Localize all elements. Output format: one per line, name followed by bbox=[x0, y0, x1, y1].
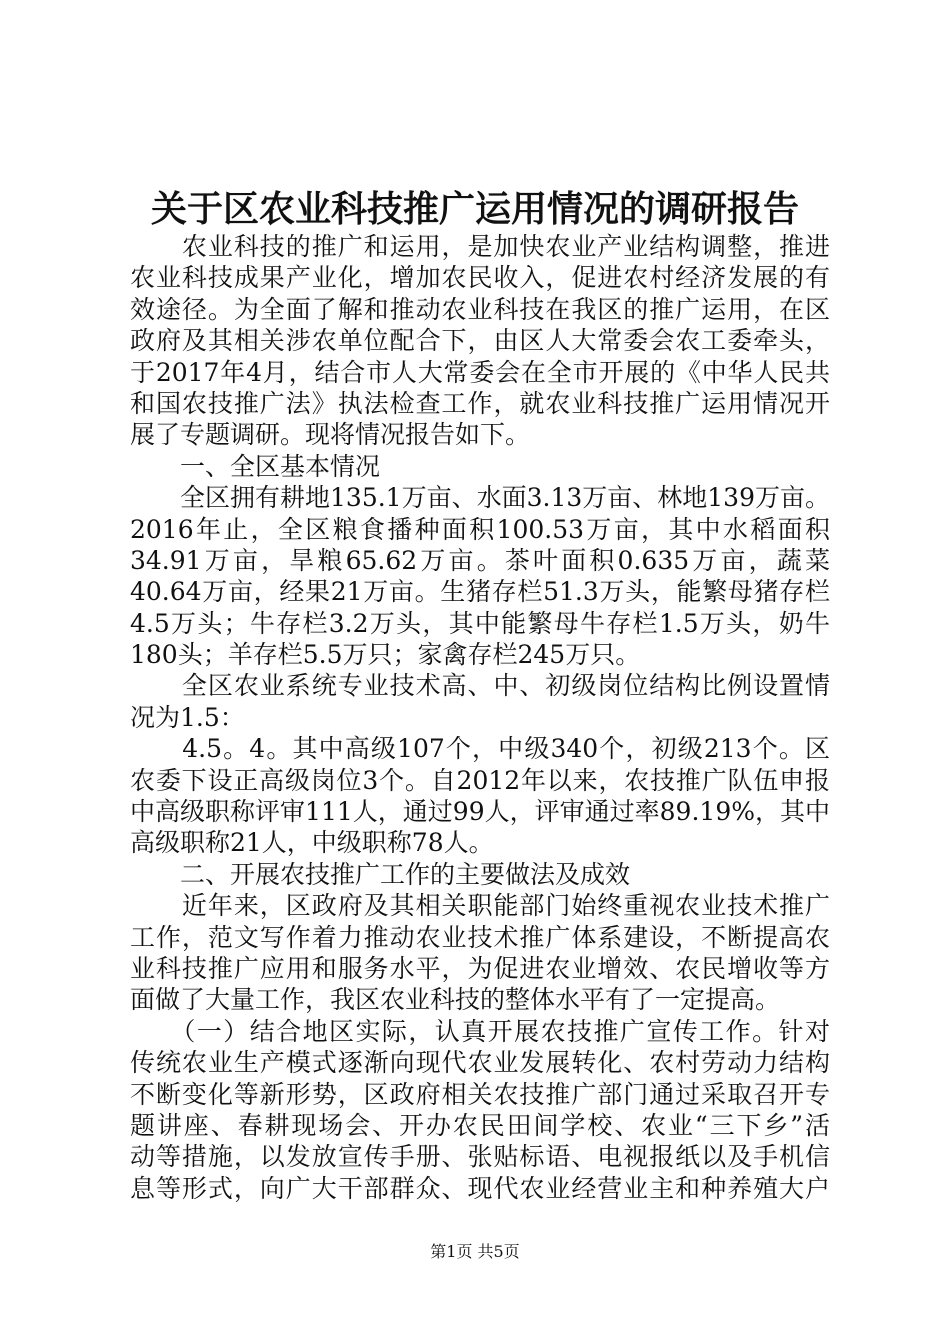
document-body bbox=[130, 231, 830, 1204]
body-line: 近年来，区政府及其相关职能部门始终重视农业技术推广 bbox=[130, 891, 830, 921]
body-line: 4.5。4。其中高级107个，中级340个，初级213个。区 bbox=[130, 734, 830, 764]
body-line: 面做了大量工作，我区农业科技的整体水平有了一定提高。 bbox=[130, 985, 781, 1015]
body-line: 动等措施，以发放宣传手册、张贴标语、电视报纸以及手机信 bbox=[130, 1142, 830, 1172]
body-line: 农业科技成果产业化，增加农民收入，促进农村经济发展的有 bbox=[130, 263, 830, 293]
body-line: 工作，范文写作着力推动农业技术推广体系建设，不断提高农 bbox=[130, 922, 830, 952]
body-line: 效途径。为全面了解和推动农业科技在我区的推广运用，在区 bbox=[130, 294, 830, 324]
body-line: 传统农业生产模式逐渐向现代农业发展转化、农村劳动力结构 bbox=[130, 1048, 830, 1078]
body-line: 展了专题调研。现将情况报告如下。 bbox=[130, 420, 531, 450]
body-line: 题讲座、春耕现场会、开办农民田间学校、农业“三下乡”活 bbox=[130, 1110, 830, 1140]
body-line: 于2017年4月，结合市人大常委会在全市开展的《中华人民共 bbox=[130, 357, 830, 387]
body-line: 一、全区基本情况 bbox=[130, 451, 381, 481]
body-line: 不断变化等新形势，区政府相关农技推广部门通过采取召开专 bbox=[130, 1079, 830, 1109]
body-line: 和国农技推广法》执法检查工作，就农业科技推广运用情况开 bbox=[130, 388, 830, 418]
body-line: 农委下设正高级岗位3个。自2012年以来，农技推广队伍申报 bbox=[130, 765, 830, 795]
page-footer: 第1页 共5页 bbox=[430, 1242, 520, 1261]
body-line: 中高级职称评审111人，通过99人，评审通过率89.19%，其中 bbox=[130, 797, 830, 827]
body-line: 40.64万亩，经果21万亩。生猪存栏51.3万头，能繁母猪存栏 bbox=[130, 577, 830, 607]
body-line: 全区拥有耕地135.1万亩、水面3.13万亩、林地139万亩。 bbox=[130, 483, 830, 513]
body-line: 34.91万亩，旱粮65.62万亩。茶叶面积0.635万亩，蔬菜 bbox=[130, 545, 830, 575]
body-line: 况为1.5： bbox=[130, 702, 245, 732]
body-line: （一）结合地区实际，认真开展农技推广宣传工作。针对 bbox=[130, 1016, 830, 1046]
body-line: 4.5万头；牛存栏3.2万头，其中能繁母牛存栏1.5万头，奶牛 bbox=[130, 608, 830, 638]
body-line: 2016年止，全区粮食播种面积100.53万亩，其中水稻面积 bbox=[130, 514, 830, 544]
document-title: 关于区农业科技推广运用情况的调研报告 bbox=[150, 188, 799, 230]
body-line: 全区农业系统专业技术高、中、初级岗位结构比例设置情 bbox=[130, 671, 830, 701]
body-line: 农业科技的推广和运用，是加快农业产业结构调整，推进 bbox=[130, 232, 830, 261]
body-line: 180头；羊存栏5.5万只；家禽存栏245万只。 bbox=[130, 640, 641, 670]
body-line: 政府及其相关涉农单位配合下，由区人大常委会农工委牵头， bbox=[130, 326, 830, 356]
body-line: 高级职称21人，中级职称78人。 bbox=[130, 828, 494, 858]
body-line: 业科技推广应用和服务水平，为促进农业增效、农民增收等方 bbox=[130, 953, 830, 983]
body-line: 息等形式，向广大干部群众、现代农业经营业主和种养殖大户 bbox=[130, 1173, 830, 1203]
body-line: 二、开展农技推广工作的主要做法及成效 bbox=[130, 859, 631, 889]
